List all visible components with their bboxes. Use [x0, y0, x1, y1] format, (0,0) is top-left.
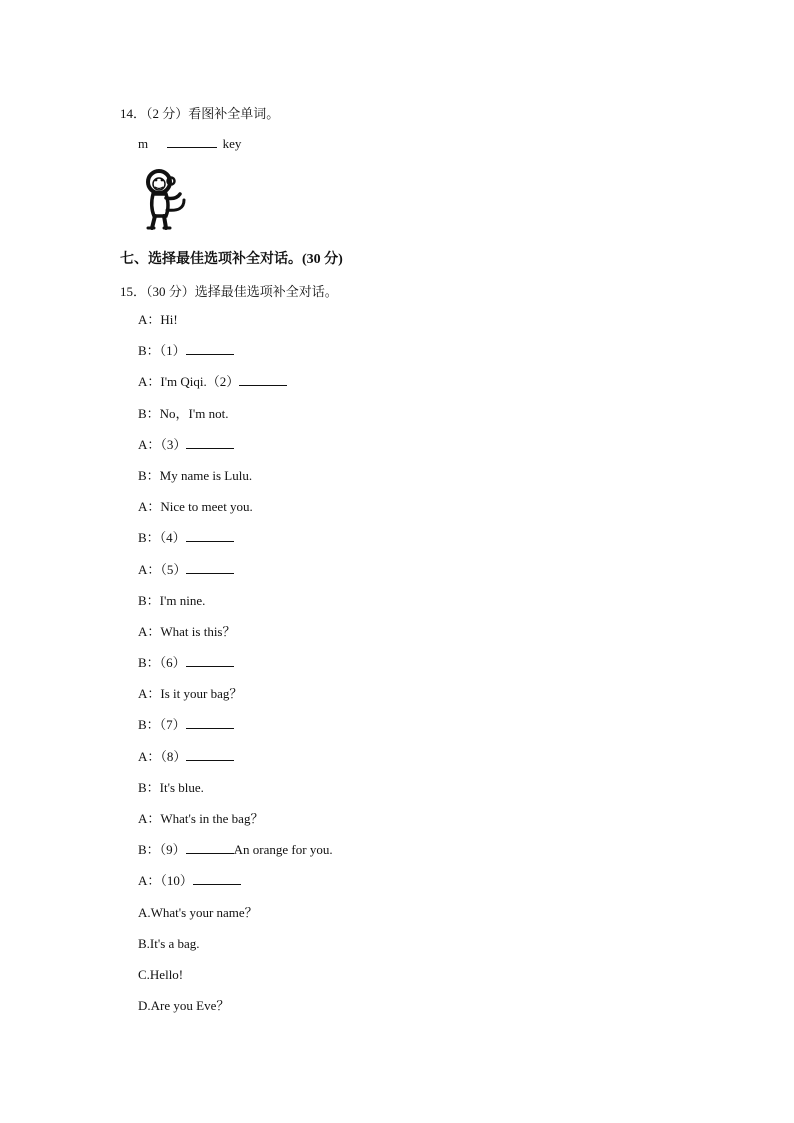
answer-blank[interactable] — [239, 373, 287, 386]
dialogue-line-text: B：My name is Lulu. — [138, 467, 253, 483]
dialogue-line — [138, 467, 333, 498]
word-first-letter: m — [138, 136, 149, 151]
dialogue-lines — [138, 311, 333, 1028]
answer-blank[interactable] — [186, 529, 234, 542]
dialogue-line — [138, 373, 333, 404]
question-15-header: 15．（30 分）选择最佳选项补全对话。 — [120, 284, 338, 299]
dialogue-line-text: A：What is this？ — [138, 623, 236, 639]
dialogue-line — [138, 342, 333, 373]
dialogue-line-text: A：（5） — [138, 561, 187, 577]
word-completion-line — [138, 135, 241, 152]
dialogue-line-text: A.What's your name？ — [138, 904, 258, 920]
dialogue-line — [138, 561, 333, 592]
word-blank[interactable] — [167, 135, 217, 148]
answer-blank[interactable] — [186, 654, 234, 667]
dialogue-line-text: A：Nice to meet you. — [138, 499, 253, 515]
dialogue-line — [138, 498, 333, 529]
dialogue-line — [138, 592, 333, 623]
dialogue-line — [138, 654, 333, 685]
dialogue-line — [138, 436, 333, 467]
answer-blank[interactable] — [186, 436, 234, 449]
dialogue-line — [138, 311, 333, 342]
dialogue-line — [138, 405, 333, 436]
dialogue-line — [138, 997, 333, 1028]
question-14-header: 14．（2 分）看图补全单词。 — [120, 106, 280, 121]
dialogue-line-text: A：（10） — [138, 873, 193, 889]
dialogue-line — [138, 872, 333, 903]
dialogue-line-text: B：（9） — [138, 842, 186, 858]
dialogue-line-text: A：（3） — [138, 436, 187, 452]
dialogue-line-text: B.It's a bag. — [138, 935, 200, 951]
dialogue-line-text: B：I'm nine. — [138, 592, 206, 608]
dialogue-line-text: A：（8） — [138, 748, 187, 764]
dialogue-line — [138, 623, 333, 654]
dialogue-line — [138, 841, 333, 872]
section-7-title: 七、选择最佳选项补全对话。(30 分) — [120, 252, 343, 267]
dialogue-line-suffix: An orange for you. — [233, 842, 333, 858]
dialogue-line — [138, 716, 333, 747]
dialogue-line-text: B：（1） — [138, 343, 186, 359]
dialogue-line-text: B：（4） — [138, 530, 186, 546]
dialogue-line — [138, 685, 333, 716]
answer-blank[interactable] — [186, 748, 234, 761]
dialogue-line-text: B：（6） — [138, 655, 186, 671]
dialogue-line — [138, 779, 333, 810]
dialogue-line — [138, 810, 333, 841]
dialogue-line-text: A：What's in the bag？ — [138, 811, 264, 826]
dialogue-line — [138, 935, 333, 966]
answer-blank[interactable] — [186, 841, 234, 854]
dialogue-line-text: D.Are you Eve？ — [138, 998, 230, 1014]
word-suffix: key — [222, 136, 242, 151]
dialogue-line — [138, 904, 333, 935]
dialogue-line — [138, 966, 333, 997]
dialogue-line-text: B：No，I'm not. — [138, 405, 229, 421]
dialogue-line-text: A：Hi! — [138, 312, 178, 327]
answer-blank[interactable] — [186, 561, 234, 574]
answer-blank[interactable] — [186, 342, 234, 355]
dialogue-line — [138, 529, 333, 560]
dialogue-line-text: A：Is it your bag？ — [138, 686, 243, 702]
answer-blank[interactable] — [186, 716, 234, 729]
dialogue-line-text: C.Hello! — [138, 966, 184, 982]
dialogue-line-text: B：It's blue. — [138, 779, 204, 795]
monkey-icon — [140, 166, 190, 230]
answer-blank[interactable] — [193, 872, 241, 885]
dialogue-line — [138, 748, 333, 779]
dialogue-line-text: B：（7） — [138, 717, 186, 733]
dialogue-line-text: A：I'm Qiqi.（2） — [138, 374, 240, 390]
